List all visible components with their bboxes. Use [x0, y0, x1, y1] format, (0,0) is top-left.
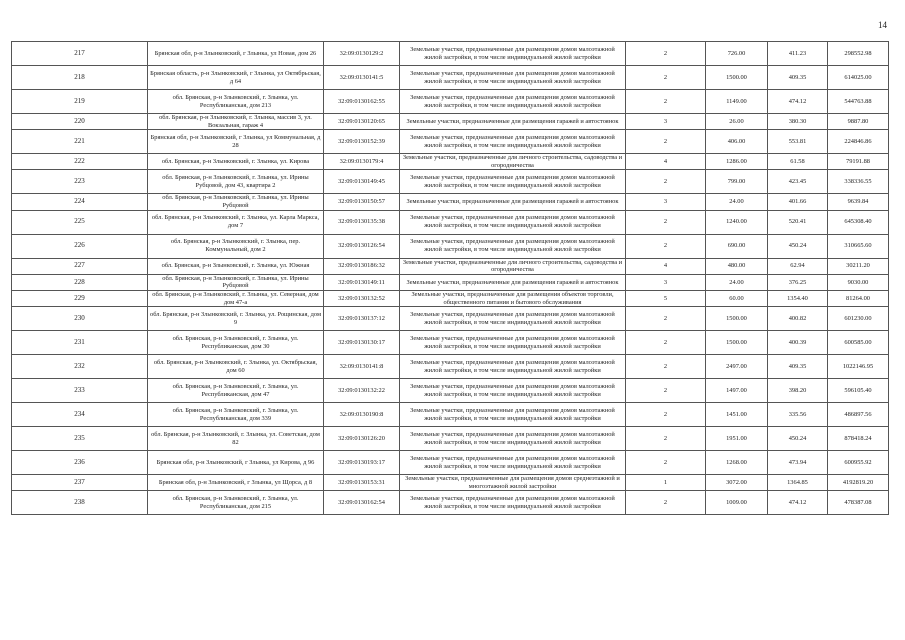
table-row: [12, 258, 889, 274]
page-number: 14: [878, 20, 887, 30]
value-cell: 1022146.95: [828, 355, 889, 379]
area-cell: 1497.00: [706, 379, 768, 403]
rate-cell: 400.39: [768, 331, 828, 355]
value-cell: 338336.55: [828, 170, 889, 194]
rate-cell: 401.66: [768, 194, 828, 210]
table-row: [12, 194, 889, 210]
area-cell: 1500.00: [706, 307, 768, 331]
cadastral-number-cell: 32:09:0130150:57: [324, 194, 400, 210]
group-cell: 4: [626, 258, 706, 274]
group-cell: 2: [626, 66, 706, 90]
cadastral-number-cell: 32:09:0130149:11: [324, 274, 400, 290]
address-cell: обл. Брянская, р-н Злынковский, г. Злынка, массив 3, ул. Вокзальная, гараж 4: [148, 114, 324, 130]
table-row: [12, 451, 889, 475]
rate-cell: 474.12: [768, 491, 828, 515]
area-cell: 2497.00: [706, 355, 768, 379]
num-cell: 226: [12, 234, 148, 258]
value-cell: 600955.92: [828, 451, 889, 475]
group-cell: 1: [626, 475, 706, 491]
land-use-cell: Земельные участки, предназначенные для размещения домов малоэтажной жилой застройки, в том числе индивидуальной жилой застройки: [400, 170, 626, 194]
num-cell: 238: [12, 491, 148, 515]
table-row: [12, 234, 889, 258]
land-use-cell: Земельные участки, предназначенные для размещения домов среднеэтажной и многоэтажной жилой застройки: [400, 475, 626, 491]
table-row: [12, 114, 889, 130]
address-cell: обл. Брянская, р-н Злынковский, г. Злынка, пер. Коммунальный, дом 2: [148, 234, 324, 258]
table-row: [12, 66, 889, 90]
rate-cell: 409.35: [768, 355, 828, 379]
address-cell: обл. Брянская, р-н Злынковский, г. Злынка, ул. Южная: [148, 258, 324, 274]
land-use-cell: Земельные участки, предназначенные для размещения домов малоэтажной жилой застройки, в том числе индивидуальной жилой застройки: [400, 90, 626, 114]
cadastral-number-cell: 32:09:0130130:17: [324, 331, 400, 355]
table-row: [12, 475, 889, 491]
address-cell: Брянская обл, р-н Злынковский, г Злынка, ул Щорса, д 8: [148, 475, 324, 491]
address-cell: обл. Брянская, р-н Злынковский, г. Злынка, ул. Рощинская, дом 9: [148, 307, 324, 331]
address-cell: обл. Брянская, р-н Злынковский, г. Злынка, ул. Кирова: [148, 154, 324, 170]
land-use-cell: Земельные участки, предназначенные для размещения гаражей и автостоянок: [400, 274, 626, 290]
value-cell: 4192819.20: [828, 475, 889, 491]
group-cell: 3: [626, 194, 706, 210]
group-cell: 2: [626, 90, 706, 114]
num-cell: 222: [12, 154, 148, 170]
cadastral-number-cell: 32:09:0130120:65: [324, 114, 400, 130]
cadastral-number-cell: 32:09:0130126:54: [324, 234, 400, 258]
num-cell: 219: [12, 90, 148, 114]
area-cell: 60.00: [706, 290, 768, 306]
table-row: [12, 170, 889, 194]
value-cell: 600585.00: [828, 331, 889, 355]
address-cell: обл. Брянская, р-н Злынковский, г. Злынка, ул. Ирины Рубцовой, дом 43, квартира 2: [148, 170, 324, 194]
address-cell: обл. Брянская, р-н Злынковский, г. Злынка, ул. Октябрьская, дом 60: [148, 355, 324, 379]
num-cell: 237: [12, 475, 148, 491]
num-cell: 220: [12, 114, 148, 130]
land-use-cell: Земельные участки, предназначенные для размещения домов малоэтажной жилой застройки, в том числе индивидуальной жилой застройки: [400, 42, 626, 66]
address-cell: Брянская область, р-н Злынковский, г Злынка, ул Октябрьская, д 64: [148, 66, 324, 90]
land-use-cell: Земельные участки, предназначенные для размещения домов малоэтажной жилой застройки, в том числе индивидуальной жилой застройки: [400, 234, 626, 258]
table-row: [12, 403, 889, 427]
group-cell: 3: [626, 114, 706, 130]
cadastral-number-cell: 32:09:0130126:20: [324, 427, 400, 451]
rate-cell: 473.94: [768, 451, 828, 475]
num-cell: 231: [12, 331, 148, 355]
rate-cell: 520.41: [768, 210, 828, 234]
rate-cell: 400.82: [768, 307, 828, 331]
num-cell: 223: [12, 170, 148, 194]
rate-cell: 398.20: [768, 379, 828, 403]
table-row: [12, 42, 889, 66]
table-row: [12, 491, 889, 515]
group-cell: 2: [626, 234, 706, 258]
cadastral-number-cell: 32:09:0130162:54: [324, 491, 400, 515]
land-use-cell: Земельные участки, предназначенные для размещения домов малоэтажной жилой застройки, в том числе индивидуальной жилой застройки: [400, 427, 626, 451]
table-row: [12, 130, 889, 154]
address-cell: обл. Брянская, р-н Злынковский, г. Злынка, ул. Республиканская, дом 47: [148, 379, 324, 403]
table-row: [12, 290, 889, 306]
address-cell: Брянская обл, р-н Злынковский, г Злынка, ул Кирова, д 96: [148, 451, 324, 475]
land-use-cell: Земельные участки, предназначенные для личного строительства, садоводства и огородничества: [400, 258, 626, 274]
rate-cell: 1364.85: [768, 475, 828, 491]
area-cell: 799.00: [706, 170, 768, 194]
num-cell: 228: [12, 274, 148, 290]
address-cell: обл. Брянская, р-н Злынковский, г. Злынка, ул. Республиканская, дом 339: [148, 403, 324, 427]
num-cell: 221: [12, 130, 148, 154]
table-row: [12, 90, 889, 114]
address-cell: Брянская обл, р-н Злынковский, г Злынка, ул Коммунальная, д 28: [148, 130, 324, 154]
cadastral-number-cell: 32:09:0130186:32: [324, 258, 400, 274]
land-use-cell: Земельные участки, предназначенные для размещения домов малоэтажной жилой застройки, в том числе индивидуальной жилой застройки: [400, 66, 626, 90]
rate-cell: 450.24: [768, 427, 828, 451]
group-cell: 2: [626, 42, 706, 66]
table-row: [12, 331, 889, 355]
num-cell: 218: [12, 66, 148, 90]
area-cell: 480.00: [706, 258, 768, 274]
value-cell: 9639.84: [828, 194, 889, 210]
address-cell: обл. Брянская, р-н Злынковский, г. Злынка, ул. Карла Маркса, дом 7: [148, 210, 324, 234]
land-registry-table: [11, 41, 889, 515]
table-body: [12, 42, 889, 515]
num-cell: 229: [12, 290, 148, 306]
rate-cell: 474.12: [768, 90, 828, 114]
table-row: [12, 379, 889, 403]
cadastral-number-cell: 32:09:0130190:8: [324, 403, 400, 427]
area-cell: 1009.00: [706, 491, 768, 515]
value-cell: 614025.00: [828, 66, 889, 90]
area-cell: 24.00: [706, 194, 768, 210]
num-cell: 235: [12, 427, 148, 451]
num-cell: 225: [12, 210, 148, 234]
cadastral-number-cell: 32:09:0130141:8: [324, 355, 400, 379]
rate-cell: 450.24: [768, 234, 828, 258]
group-cell: 2: [626, 491, 706, 515]
land-use-cell: Земельные участки, предназначенные для размещения домов малоэтажной жилой застройки, в том числе индивидуальной жилой застройки: [400, 379, 626, 403]
cadastral-number-cell: 32:09:0130137:12: [324, 307, 400, 331]
rate-cell: 1354.40: [768, 290, 828, 306]
num-cell: 227: [12, 258, 148, 274]
rate-cell: 62.94: [768, 258, 828, 274]
cadastral-number-cell: 32:09:0130132:22: [324, 379, 400, 403]
num-cell: 230: [12, 307, 148, 331]
land-use-cell: Земельные участки, предназначенные для размещения объектов торговли, общественного питания и бытового обслуживания: [400, 290, 626, 306]
address-cell: обл. Брянская, р-н Злынковский, г. Злынка, ул. Северная, дом дом 47-а: [148, 290, 324, 306]
group-cell: 3: [626, 274, 706, 290]
address-cell: обл. Брянская, р-н Злынковский, г. Злынка, ул. Республиканская, дом 213: [148, 90, 324, 114]
cadastral-number-cell: 32:09:0130129:2: [324, 42, 400, 66]
value-cell: 224846.86: [828, 130, 889, 154]
group-cell: 2: [626, 451, 706, 475]
value-cell: 601230.00: [828, 307, 889, 331]
value-cell: 596105.40: [828, 379, 889, 403]
area-cell: 1451.00: [706, 403, 768, 427]
land-use-cell: Земельные участки, предназначенные для размещения домов малоэтажной жилой застройки, в том числе индивидуальной жилой застройки: [400, 307, 626, 331]
value-cell: 9887.80: [828, 114, 889, 130]
group-cell: 5: [626, 290, 706, 306]
table-row: [12, 274, 889, 290]
address-cell: обл. Брянская, р-н Злынковский, г. Злынка, ул. Ирины Рубцовой: [148, 194, 324, 210]
value-cell: 298552.98: [828, 42, 889, 66]
table-row: [12, 427, 889, 451]
value-cell: 81264.00: [828, 290, 889, 306]
value-cell: 645308.40: [828, 210, 889, 234]
num-cell: 234: [12, 403, 148, 427]
land-use-cell: Земельные участки, предназначенные для размещения домов малоэтажной жилой застройки, в том числе индивидуальной жилой застройки: [400, 403, 626, 427]
num-cell: 233: [12, 379, 148, 403]
address-cell: обл. Брянская, р-н Злынковский, г. Злынка, ул. Ирины Рубцовой: [148, 274, 324, 290]
num-cell: 236: [12, 451, 148, 475]
address-cell: обл. Брянская, р-н Злынковский, г. Злынка, ул. Республиканская, дом 215: [148, 491, 324, 515]
cadastral-number-cell: 32:09:0130162:55: [324, 90, 400, 114]
group-cell: 2: [626, 331, 706, 355]
area-cell: 1500.00: [706, 66, 768, 90]
group-cell: 2: [626, 210, 706, 234]
value-cell: 310665.60: [828, 234, 889, 258]
land-use-cell: Земельные участки, предназначенные для размещения гаражей и автостоянок: [400, 114, 626, 130]
value-cell: 9030.00: [828, 274, 889, 290]
num-cell: 217: [12, 42, 148, 66]
value-cell: 478387.08: [828, 491, 889, 515]
cadastral-number-cell: 32:09:0130193:17: [324, 451, 400, 475]
group-cell: 2: [626, 307, 706, 331]
area-cell: 1240.00: [706, 210, 768, 234]
rate-cell: 335.56: [768, 403, 828, 427]
area-cell: 1149.00: [706, 90, 768, 114]
rate-cell: 423.45: [768, 170, 828, 194]
land-use-cell: Земельные участки, предназначенные для размещения домов малоэтажной жилой застройки, в том числе индивидуальной жилой застройки: [400, 210, 626, 234]
area-cell: 1951.00: [706, 427, 768, 451]
cadastral-number-cell: 32:09:0130153:31: [324, 475, 400, 491]
num-cell: 232: [12, 355, 148, 379]
area-cell: 406.00: [706, 130, 768, 154]
cadastral-number-cell: 32:09:0130141:5: [324, 66, 400, 90]
group-cell: 2: [626, 427, 706, 451]
value-cell: 544763.88: [828, 90, 889, 114]
address-cell: обл. Брянская, р-н Злынковский, г. Злынка, ул. Советская, дом 82: [148, 427, 324, 451]
land-use-cell: Земельные участки, предназначенные для размещения домов малоэтажной жилой застройки, в том числе индивидуальной жилой застройки: [400, 491, 626, 515]
value-cell: 878418.24: [828, 427, 889, 451]
table-row: [12, 154, 889, 170]
area-cell: 26.00: [706, 114, 768, 130]
address-cell: обл. Брянская, р-н Злынковский, г. Злынка, ул. Республиканская, дом 30: [148, 331, 324, 355]
table-row: [12, 307, 889, 331]
land-use-cell: Земельные участки, предназначенные для размещения домов малоэтажной жилой застройки, в том числе индивидуальной жилой застройки: [400, 331, 626, 355]
address-cell: Брянская обл, р-н Злынковский, г Злынка, ул Новая, дом 26: [148, 42, 324, 66]
area-cell: 1286.00: [706, 154, 768, 170]
rate-cell: 376.25: [768, 274, 828, 290]
land-use-cell: Земельные участки, предназначенные для личного строительства, садоводства и огородничества: [400, 154, 626, 170]
value-cell: 486897.56: [828, 403, 889, 427]
num-cell: 224: [12, 194, 148, 210]
value-cell: 79191.88: [828, 154, 889, 170]
area-cell: 690.00: [706, 234, 768, 258]
land-use-cell: Земельные участки, предназначенные для размещения домов малоэтажной жилой застройки, в том числе индивидуальной жилой застройки: [400, 355, 626, 379]
land-use-cell: Земельные участки, предназначенные для размещения домов малоэтажной жилой застройки, в том числе индивидуальной жилой застройки: [400, 451, 626, 475]
cadastral-number-cell: 32:09:0130179:4: [324, 154, 400, 170]
group-cell: 4: [626, 154, 706, 170]
group-cell: 2: [626, 130, 706, 154]
group-cell: 2: [626, 403, 706, 427]
area-cell: 1500.00: [706, 331, 768, 355]
table-row: [12, 210, 889, 234]
group-cell: 2: [626, 170, 706, 194]
rate-cell: 409.35: [768, 66, 828, 90]
rate-cell: 380.30: [768, 114, 828, 130]
land-use-cell: Земельные участки, предназначенные для размещения гаражей и автостоянок: [400, 194, 626, 210]
cadastral-number-cell: 32:09:0130152:39: [324, 130, 400, 154]
rate-cell: 553.81: [768, 130, 828, 154]
value-cell: 30211.20: [828, 258, 889, 274]
rate-cell: 61.58: [768, 154, 828, 170]
area-cell: 24.00: [706, 274, 768, 290]
rate-cell: 411.23: [768, 42, 828, 66]
cadastral-number-cell: 32:09:0130135:38: [324, 210, 400, 234]
table-row: [12, 355, 889, 379]
area-cell: 726.00: [706, 42, 768, 66]
area-cell: 3072.00: [706, 475, 768, 491]
land-use-cell: Земельные участки, предназначенные для размещения домов малоэтажной жилой застройки, в том числе индивидуальной жилой застройки: [400, 130, 626, 154]
group-cell: 2: [626, 355, 706, 379]
cadastral-number-cell: 32:09:0130132:52: [324, 290, 400, 306]
group-cell: 2: [626, 379, 706, 403]
area-cell: 1268.00: [706, 451, 768, 475]
cadastral-number-cell: 32:09:0130149:45: [324, 170, 400, 194]
